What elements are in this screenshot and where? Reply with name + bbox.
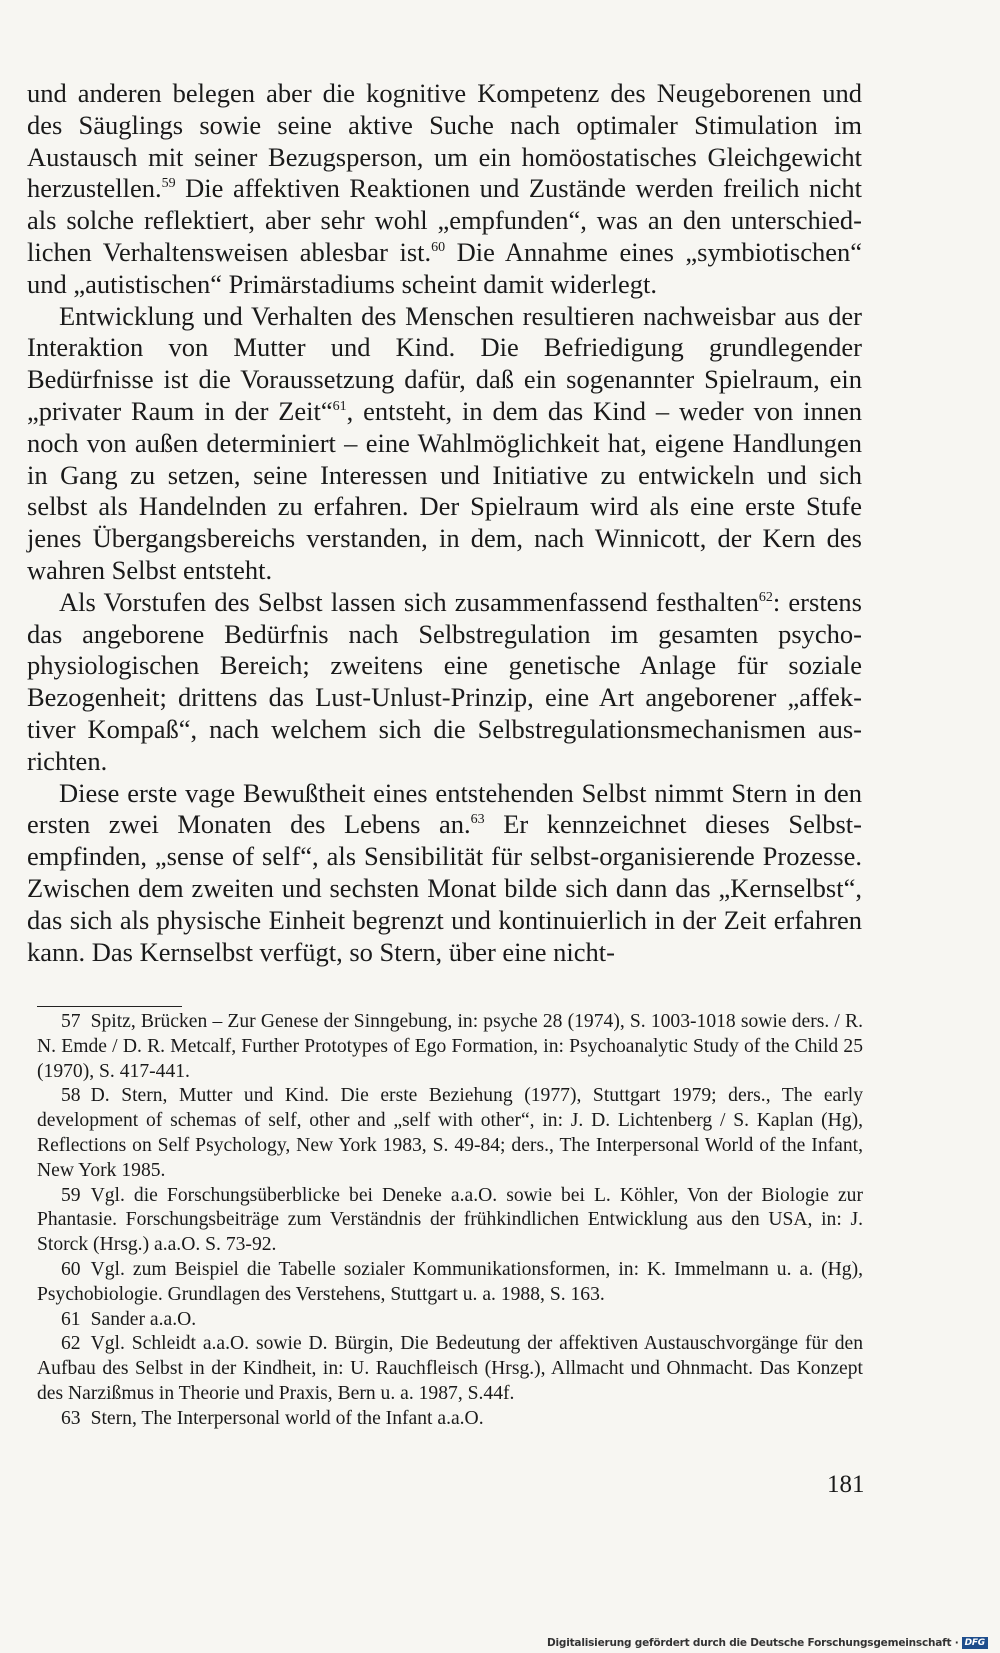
- text-run: Diese erste vage Bewußtheit eines entstehenden Selbst nimmt Stern in den ersten zwei Monaten des Lebens an.: [27, 777, 862, 840]
- footnote-text: Vgl. Schleidt a.a.O. sowie D. Bürgin, Die Bedeutung der affektiven Austauschvorgänge für den Aufbau des Selbst in der Kindheit, in: U. Rauchfleisch (Hrsg.), Allmacht und Ohnmacht. Das Konzept des Narzißmus in Theorie und Praxis, Bern u. a. 1987, S.44f.: [37, 1333, 863, 1404]
- text-run: Die affektiven Reaktionen und Zustände werden freilich nicht als solche reflektiert, aber sehr wohl „empfunden“, was an den unterschiedlichen Verhaltensweisen ablesbar ist.: [27, 173, 862, 267]
- footnote-58: [37, 1084, 863, 1183]
- footnote-ref-63[interactable]: 63: [470, 812, 485, 828]
- text-run: und anderen belegen aber die kognitive Kompetenz des Neugeborenen und des Säuglings sowie seine aktive Suche nach optimaler Stimulation im Austausch mit seiner Bezugsperson, um ein homöostatisches Gleichgewicht herzustellen.: [27, 78, 862, 204]
- text-run: Als Vorstufen des Selbst lassen sich zusammenfassend festhalten: [59, 586, 759, 617]
- footnote-text: Sander a.a.O.: [90, 1308, 197, 1330]
- paragraph-1: [27, 78, 862, 301]
- footnote-divider: [37, 1006, 182, 1007]
- footnote-ref-59[interactable]: 59: [161, 176, 176, 192]
- main-text: [27, 78, 862, 968]
- digitization-credit: [547, 1637, 988, 1649]
- text-run: Die Annahme eines „symbiotischen“ und „autistischen“ Primärstadiums scheint damit widerlegt.: [27, 236, 863, 299]
- footnote-text: Vgl. zum Beispiel die Tabelle sozialer Kommunikationsformen, in: K. Immelmann u. a. (Hg), Psychobiologie. Grundlagen des Verstehens, Stuttgart u. a. 1988, S. 163.: [37, 1258, 863, 1305]
- footnote-number: 58: [61, 1085, 81, 1107]
- footnote-62: [37, 1332, 863, 1406]
- footnote-text: Stern, The Interpersonal world of the Infant a.a.O.: [90, 1407, 484, 1429]
- footnote-63: [37, 1407, 863, 1432]
- footnote-number: 61: [61, 1308, 81, 1330]
- footnote-number: 57: [61, 1011, 81, 1032]
- footnote-ref-61[interactable]: 61: [332, 398, 347, 414]
- footnote-number: 59: [61, 1184, 81, 1206]
- text-run: Entwicklung und Verhalten des Menschen resultieren nachweisbar aus der Interaktion von Mutter und Kind. Die Befriedigung grundlegender Bedürfnisse ist die Voraussetzung dafür, daß ein sogenannter Spielraum, ein „privater Raum in der Zeit“: [27, 300, 862, 426]
- paragraph-4: [27, 778, 862, 969]
- footnote-text: D. Stern, Mutter und Kind. Die erste Beziehung (1977), Stuttgart 1979; ders., The early development of schemas of self, other and „self with other“, in: J. D. Lichtenberg / S. Kaplan (Hg), Reflections on Self Psychology, New York 1983, S. 49-84; ders., The Interpersonal World of the Infant, New York 1985.: [37, 1085, 863, 1181]
- page-number: 181: [827, 1471, 865, 1498]
- footnote-text: Vgl. die Forschungsüberblicke bei Deneke a.a.O. sowie bei L. Köhler, Von der Biologie zur Phantasie. Forschungsbeiträge zum Verständnis der frühkindlichen Entwicklung aus den USA, in: J. Storck (Hrsg.) a.a.O. S. 73-92.: [37, 1184, 863, 1256]
- text-run: : erstens das angeborene Bedürfnis nach Selbstregulation im gesamten psychophysiologischen Bereich; zweitens eine genetische Anlage für soziale Bezogenheit; drittens das Lust-Unlust-Prinzip, eine Art angeborener „affektiver Kompaß“, nach welchem sich die Selbstregulationsmechanismen ausrichten.: [27, 586, 862, 776]
- text-run: Er kennzeichnet dieses Selbstempfinden, „sense of self“, als Sensibilität für selbst-organisierende Prozesse. Zwischen dem zweiten und sechsten Monat bilde sich dann das „Kernselbst“, das sich als physische Einheit begrenzt und kontinuierlich in der Zeit erfahren kann. Das Kernselbst verfügt, so Stern, über eine nicht-: [27, 809, 862, 967]
- paragraph-2: [27, 301, 862, 587]
- footnote-57: [37, 1010, 863, 1084]
- footnote-61: [37, 1308, 863, 1333]
- footnote-text: Spitz, Brücken – Zur Genese der Sinngebung, in: psyche 28 (1974), S. 1003-1018 sowie ders. / R. N. Emde / D. R. Metcalf, Further Prototypes of Ego Formation, in: Psychoanalytic Study of the Child 25 (1970), S. 417-441.: [37, 1011, 863, 1082]
- footnotes: [37, 1010, 863, 1432]
- dfg-logo: DFG: [962, 1637, 988, 1649]
- footnote-ref-60[interactable]: 60: [431, 239, 446, 255]
- footnote-number: 62: [61, 1333, 81, 1355]
- footnote-ref-62[interactable]: 62: [758, 589, 773, 605]
- footnote-59: [37, 1184, 863, 1258]
- text-run: , entsteht, in dem das Kind – weder von innen noch von außen determiniert – eine Wahlmöglichkeit hat, eigene Handlungen in Gang zu setzen, seine Interessen und Initiative zu entwickeln und sich selbst als Handelnden zu erfahren. Der Spielraum wird als eine erste Stufe jenes Übergangsbereichs verstanden, in dem, nach Winnicott, der Kern des wahren Selbst entsteht.: [27, 395, 862, 585]
- footnote-number: 63: [61, 1407, 81, 1429]
- footnote-60: [37, 1258, 863, 1308]
- credit-text: Digitalisierung gefördert durch die Deutsche Forschungsgemeinschaft ·: [546, 1637, 959, 1649]
- paragraph-3: [27, 587, 862, 778]
- footnote-number: 60: [61, 1258, 81, 1280]
